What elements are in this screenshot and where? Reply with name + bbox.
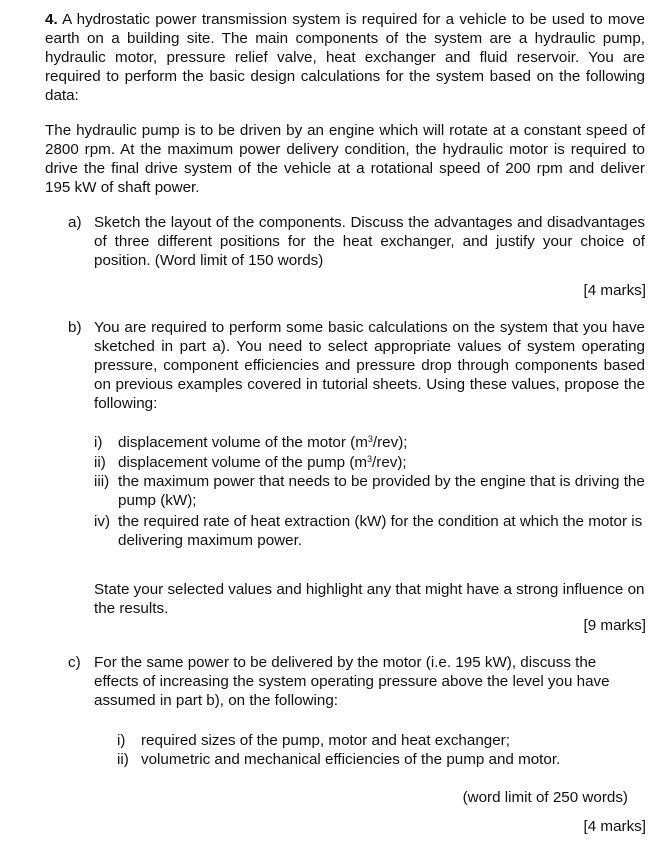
part-b-label: b) [68,319,82,336]
part-c-item-text: required sizes of the pump, motor and heat exchanger; [141,732,510,749]
part-b-item-text: displacement volume of the pump $(m^3/rev)$; [118,454,407,471]
part-c-item-text: volumetric and mechanical efficiencies of the pump and motor. [141,751,561,768]
part-b-item-text: the maximum power that needs to be provided by the engine that is driving the pump (kW); [118,473,645,509]
part-a-marks: [4 marks] [583,282,646,299]
part-b-item-label: iii) [94,473,110,490]
part-c-label: c) [68,654,81,671]
part-b-text: You are required to perform some basic calculations on the system that you have sketched in part a). You need to select appropriate values of system operating pressure, component efficiencies and pressure drop through components based on previous examples covered in tutorial sheets. Using these values, propose the following: [94,319,645,412]
part-a-text: Sketch the layout of the components. Discuss the advantages and disadvantages of three different positions for the heat exchanger, and justify your choice of position. (Word limit of 150 words) [94,214,645,269]
part-c-word-limit: (word limit of 250 words) [462,789,628,806]
part-b-item-label: ii) [94,454,106,471]
part-b-marks: [9 marks] [583,617,646,634]
part-c-marks: [4 marks] [583,818,646,835]
part-b-item-text: displacement volume of the motor $(m^3/rev)$; [118,434,408,451]
part-b-closing: State your selected values and highlight any that might have a strong influence on the results. [94,581,645,617]
part-b-item-text: the required rate of heat extraction (kW) for the condition at which the motor is delivering maximum power. [118,513,643,549]
part-c-item-label: i) [117,732,126,749]
question-intro-text: A hydrostatic power transmission system is required for a vehicle to be used to move earth on a building site. The main components of the system are a hydraulic pump, hydraulic motor, pressure relief valve, heat exchanger and fluid reservoir. You are required to perform the basic design calculations for the system based on the following data: [45,11,645,104]
question-intro [45,10,645,105]
data-paragraph: The hydraulic pump is to be driven by an engine which will rotate at a constant speed of 2800 rpm. At the maximum power delivery condition, the hydraulic motor is required to drive the final drive system of the vehicle at a rotational speed of 200 rpm and deliver 195 kW of shaft power. [45,122,645,196]
part-a-label: a) [68,214,82,231]
part-c-text: For the same power to be delivered by the motor (i.e. 195 kW), discuss the effects of increasing the system operating pressure above the level you have assumed in part b), on the following: [94,654,610,709]
part-b-item-label: iv) [94,513,111,530]
question-number: 4. [45,11,58,28]
part-b-item-label: i) [94,434,103,451]
part-c-item-label: ii) [117,751,129,768]
